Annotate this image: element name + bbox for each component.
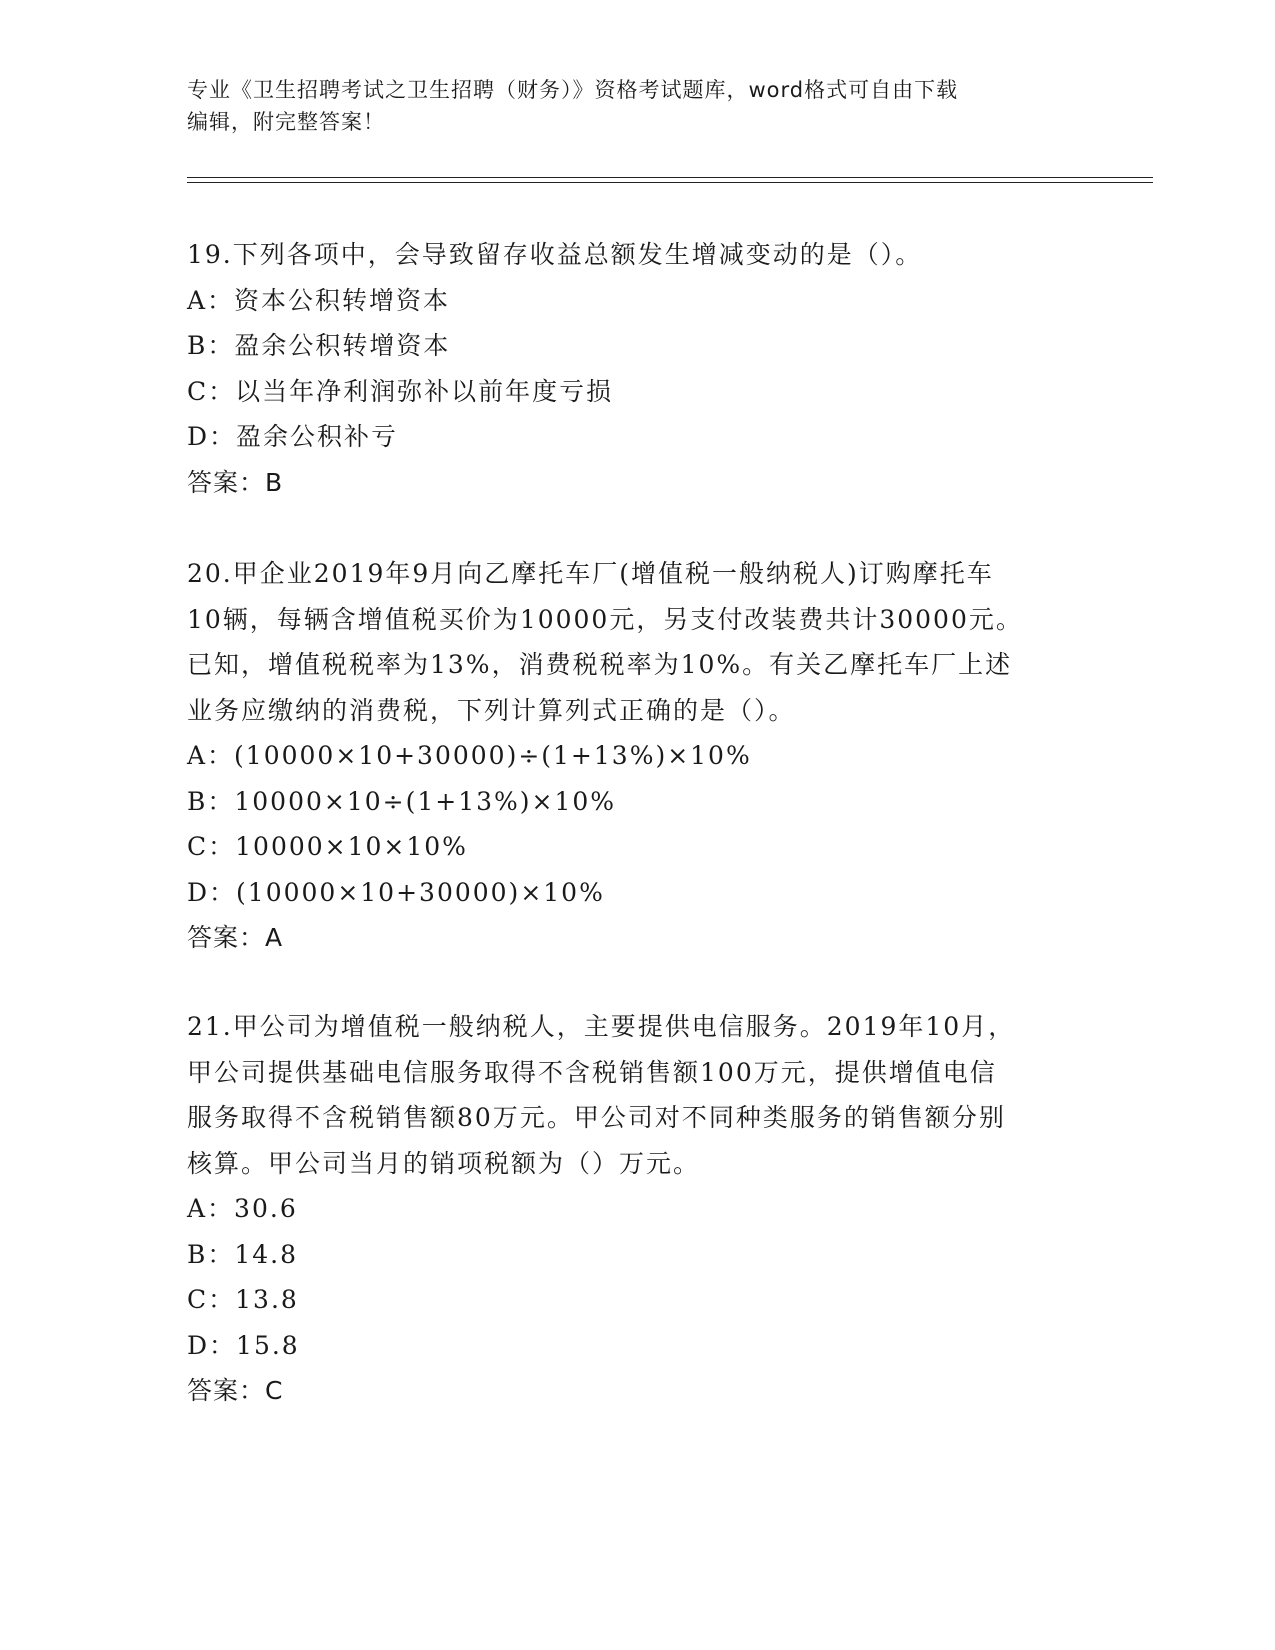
- answer-line: 答案：B: [187, 467, 284, 497]
- header-line-1: 专业《卫生招聘考试之卫生招聘（财务）》资格考试题库，word格式可自由下载: [187, 78, 959, 102]
- header-divider-bottom: [187, 182, 1153, 183]
- option-d: D：盈余公积补亏: [187, 422, 399, 451]
- answer-line: 答案：A: [187, 923, 284, 952]
- option-a: A：资本公积转增资本: [187, 285, 451, 315]
- answer-line: 答案：C: [187, 1376, 284, 1405]
- option-a: A：(10000×10+30000)÷(1+13%)×10%: [187, 741, 752, 770]
- question-stem-line: 甲公司提供基础电信服务取得不含税销售额100万元，提供增值电信: [187, 1057, 997, 1087]
- option-c: C：13.8: [187, 1285, 299, 1314]
- question-stem-line: 业务应缴纳的消费税，下列计算列式正确的是（）。: [187, 695, 796, 725]
- question-stem-line: 核算。甲公司当月的销项税额为（）万元。: [187, 1148, 701, 1178]
- document-header: [187, 74, 1087, 138]
- option-c: C：以当年净利润弥补以前年度亏损: [187, 376, 614, 406]
- option-b: B：14.8: [187, 1239, 299, 1269]
- question-19: [187, 232, 1087, 505]
- option-b: B：10000×10÷(1+13%)×10%: [187, 786, 617, 816]
- header-divider-top: [187, 177, 1153, 178]
- question-20: [187, 551, 1087, 961]
- question-stem-line: 已知，增值税税率为13%，消费税税率为10%。有关乙摩托车厂上述: [187, 650, 1013, 679]
- question-stem-line: 21.甲公司为增值税一般纳税人，主要提供电信服务。2019年10月，: [187, 1012, 1016, 1041]
- header-line-2: 编辑，附完整答案！: [187, 110, 385, 134]
- question-stem-line: 19.下列各项中，会导致留存收益总额发生增减变动的是（）。: [187, 240, 923, 269]
- option-a: A：30.6: [187, 1194, 298, 1223]
- question-stem-line: 20.甲企业2019年9月向乙摩托车厂(增值税一般纳税人)订购摩托车: [187, 559, 994, 588]
- option-c: C：10000×10×10%: [187, 832, 468, 861]
- question-stem-line: 服务取得不含税销售额80万元。甲公司对不同种类服务的销售额分别: [187, 1103, 1006, 1132]
- question-stem-line: 10辆，每辆含增值税买价为10000元，另支付改装费共计30000元。: [187, 604, 1023, 634]
- option-d: D：(10000×10+30000)×10%: [187, 877, 605, 907]
- option-b: B：盈余公积转增资本: [187, 331, 451, 360]
- option-d: D：15.8: [187, 1330, 300, 1360]
- question-21: [187, 1004, 1087, 1414]
